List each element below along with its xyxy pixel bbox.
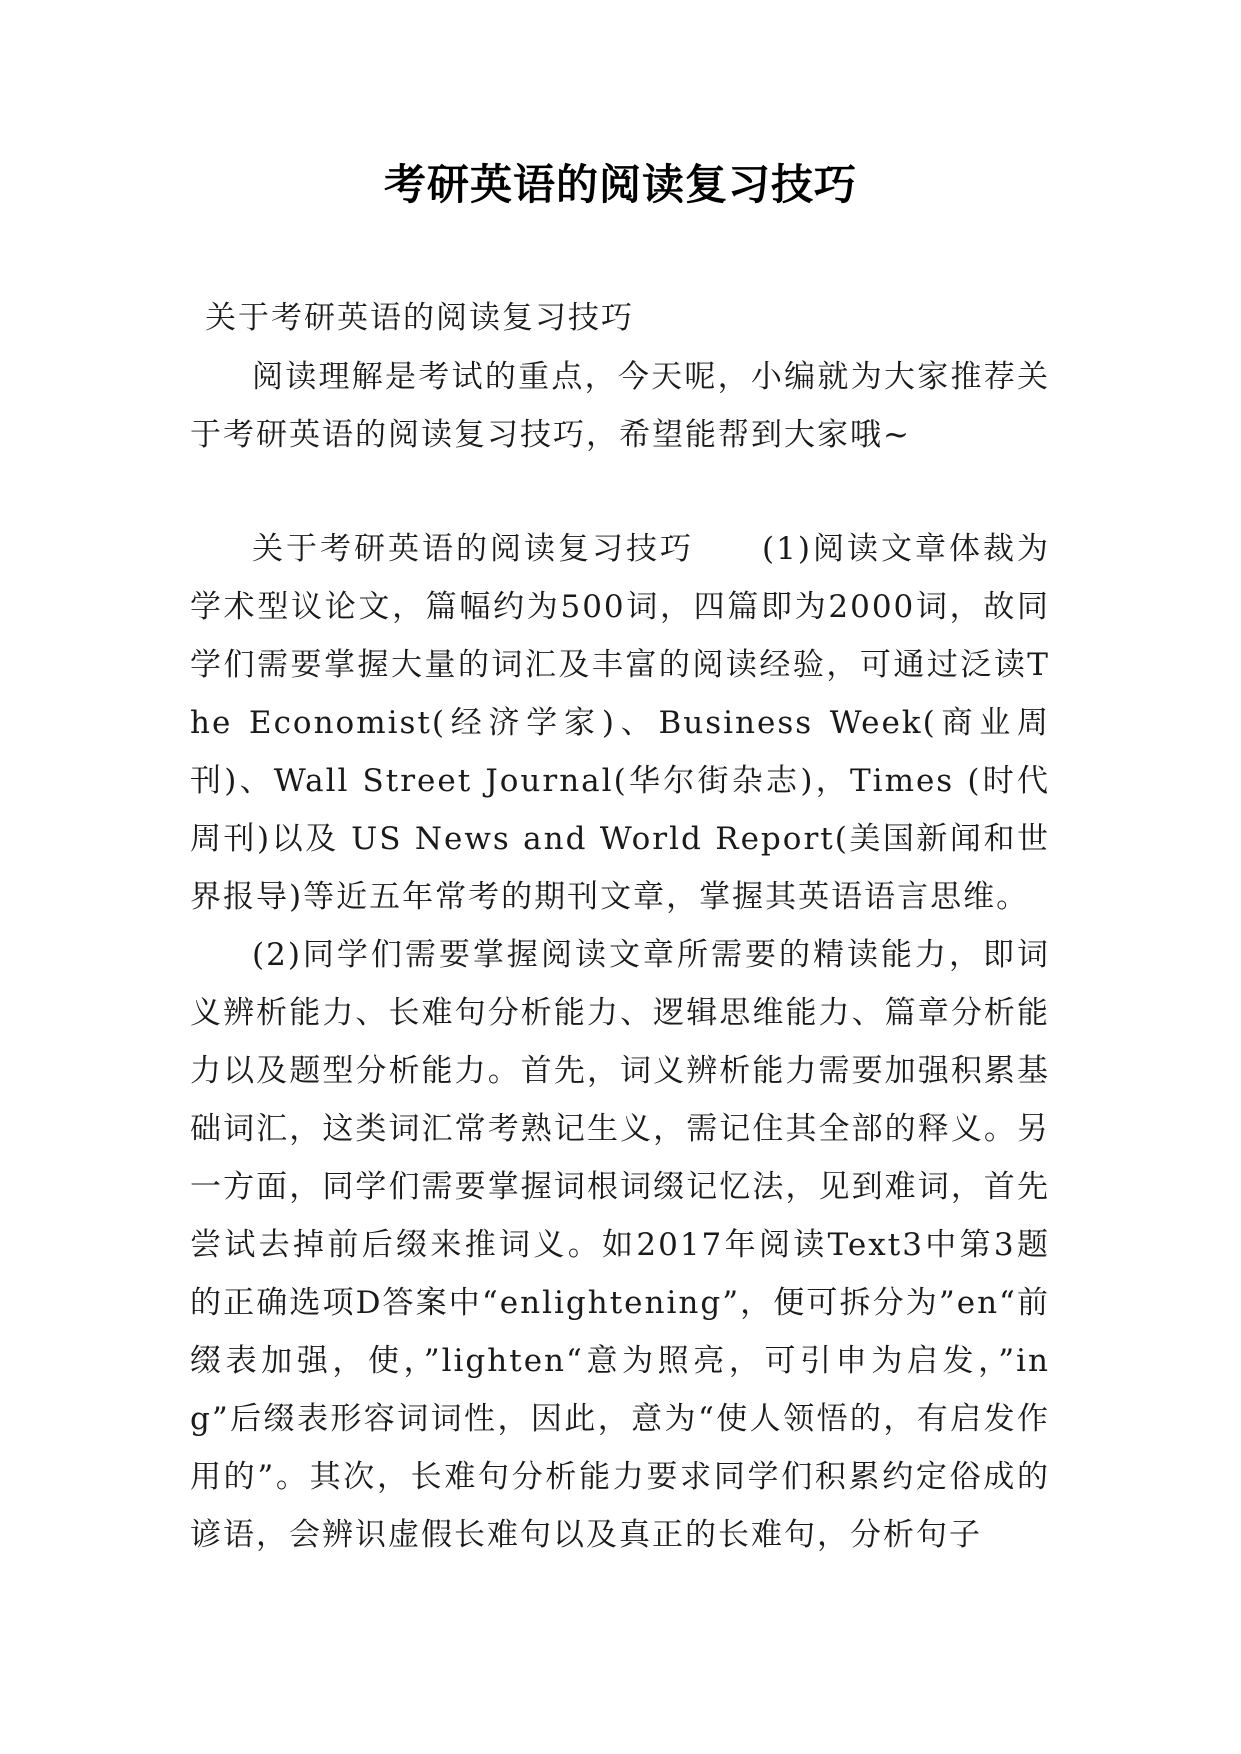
paragraph-1: 关于考研英语的阅读复习技巧 (1)阅读文章体裁为学术型议论文，篇幅约为500词，四篇即为2000词，故同学们需要掌握大量的词汇及丰富的阅读经验，可通过泛读The Economist(经济学家)、Business Week(商业周刊)、Wall Street Journal(华尔街杂志)，Times (时代周刊)以及 US News and World Report(美国新闻和世界报导)等近五年常考的期刊文章，掌握其英语语言思维。: [190, 531, 1050, 915]
document-title: 考研英语的阅读复习技巧: [383, 160, 857, 209]
intro-paragraph: 阅读理解是考试的重点，今天呢，小编就为大家推荐关于考研英语的阅读复习技巧，希望能帮到大家哦~: [190, 359, 1050, 453]
document-subtitle: 关于考研英语的阅读复习技巧: [205, 300, 634, 336]
paragraph-2: (2)同学们需要掌握阅读文章所需要的精读能力，即词义辨析能力、长难句分析能力、逻辑思维能力、篇章分析能力以及题型分析能力。首先，词义辨析能力需要加强积累基础词汇，这类词汇常考熟记生义，需记住其全部的释义。另一方面，同学们需要掌握词根词缀记忆法，见到难词，首先尝试去掉前后缀来推词义。如2017年阅读Text3中第3题的正确选项D答案中“enlightening”，便可拆分为”en“前缀表加强，使，”lighten“意为照亮，可引申为启发，”ing”后缀表形容词词性，因此，意为“使人领悟的，有启发作用的”。其次，长难句分析能力要求同学们积累约定俗成的谚语，会辨识虚假长难句以及真正的长难句，分析句子: [190, 937, 1050, 1553]
